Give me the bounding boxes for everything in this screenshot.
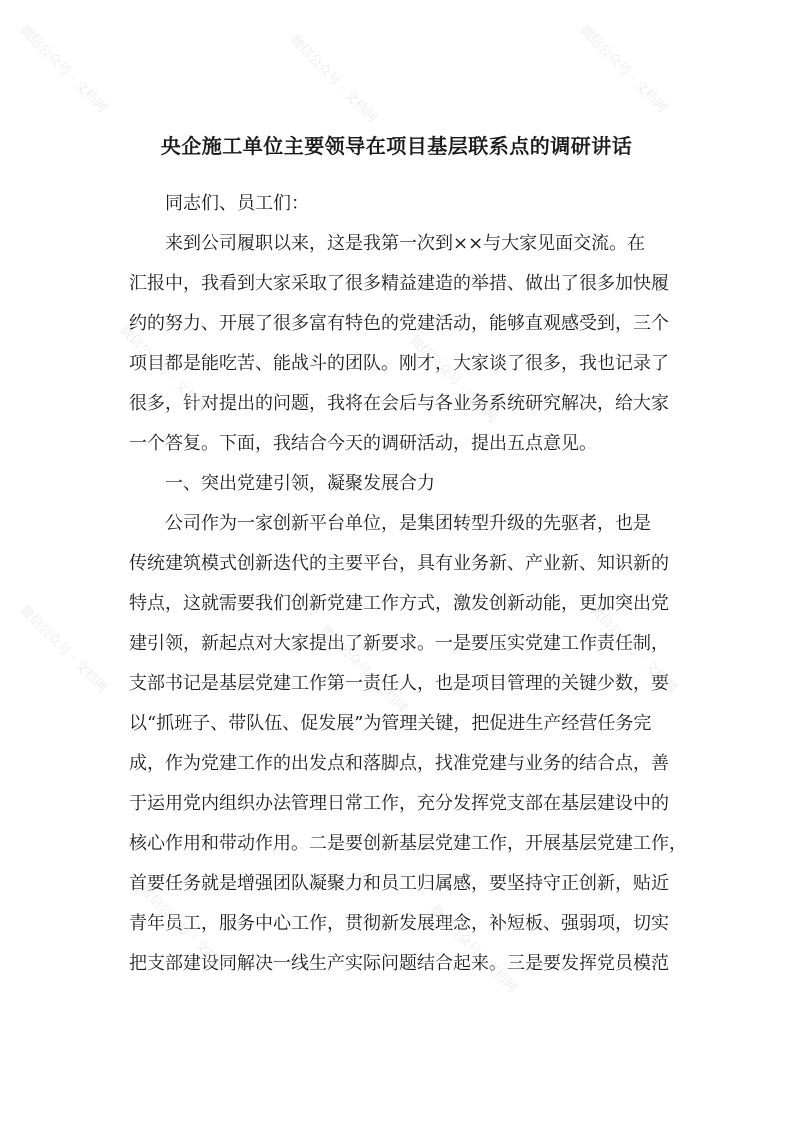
body-line: 把支部建设同解决一线生产实际问题结合起来。三是要发挥党员模范 (129, 953, 669, 974)
watermark: 微信公众号 · 文档网 (316, 622, 410, 716)
body-line: 特点，这就需要我们创新党建工作方式，激发创新动能，更加突出党 (129, 593, 669, 614)
body-line: 传统建筑模式创新迭代的主要平台，具有业务新、产业新、知识新的 (129, 553, 669, 574)
watermark: 微信公众号 · 文档网 (406, 332, 500, 426)
watermark: 微信公众号 · 文档网 (16, 602, 110, 696)
body-line: 建引领，新起点对大家提出了新要求。一是要压实党建工作责任制， (129, 633, 669, 654)
body-line: 青年员工，服务中心工作，贯彻新发展理念，补短板、强弱项，切实 (129, 913, 669, 934)
watermark: 微信公众号 · 文档网 (586, 602, 680, 696)
body-line: 核心作用和带动作用。二是要创新基层党建工作，开展基层党建工作， (129, 833, 687, 854)
watermark: 微信公众号 · 文档网 (136, 882, 230, 976)
body-line: 来到公司履职以来，这是我第一次到××与大家见面交流。在 (165, 233, 646, 254)
section-heading: 一、突出党建引领，凝聚发展合力 (165, 473, 435, 494)
body-line: 公司作为一家创新平台单位，是集团转型升级的先驱者，也是 (165, 513, 651, 534)
body-line: 项目都是能吃苦、能战斗的团队。刚才，大家谈了很多，我也记录了 (129, 353, 669, 374)
watermark: 微信公众号 · 文档网 (116, 322, 210, 416)
body-line: 成，作为党建工作的出发点和落脚点，找准党建与业务的结合点，善 (129, 753, 669, 774)
body-line: 汇报中，我看到大家采取了很多精益建造的举措、做出了很多加快履 (129, 273, 669, 294)
body-line: 支部书记是基层党建工作第一责任人，也是项目管理的关键少数，要 (129, 673, 669, 694)
body-line: 很多，针对提出的问题，我将在会后与各业务系统研究解决，给大家 (129, 393, 669, 414)
watermark: 微信公众号 · 文档网 (576, 22, 670, 116)
watermark: 微信公众号 · 文档网 (426, 902, 520, 996)
body-line: 以“抓班子、带队伍、促发展”为管理关键，把促进生产经营任务完 (129, 713, 652, 734)
body-line: 首要任务就是增强团队凝聚力和员工归属感，要坚持守正创新，贴近 (129, 873, 669, 894)
salutation-line: 同志们、员工们： (165, 193, 309, 214)
body-line: 一个答复。下面，我结合今天的调研活动，提出五点意见。 (129, 433, 597, 454)
watermark: 微信公众号 · 文档网 (16, 22, 110, 116)
watermark: 微信公众号 · 文档网 (286, 32, 380, 126)
body-line: 约的努力、开展了很多富有特色的党建活动，能够直观感受到，三个 (129, 313, 669, 334)
document-title: 央企施工单位主要领导在项目基层联系点的调研讲话 (160, 134, 633, 158)
body-line: 于运用党内组织办法管理日常工作，充分发挥党支部在基层建设中的 (129, 793, 669, 814)
